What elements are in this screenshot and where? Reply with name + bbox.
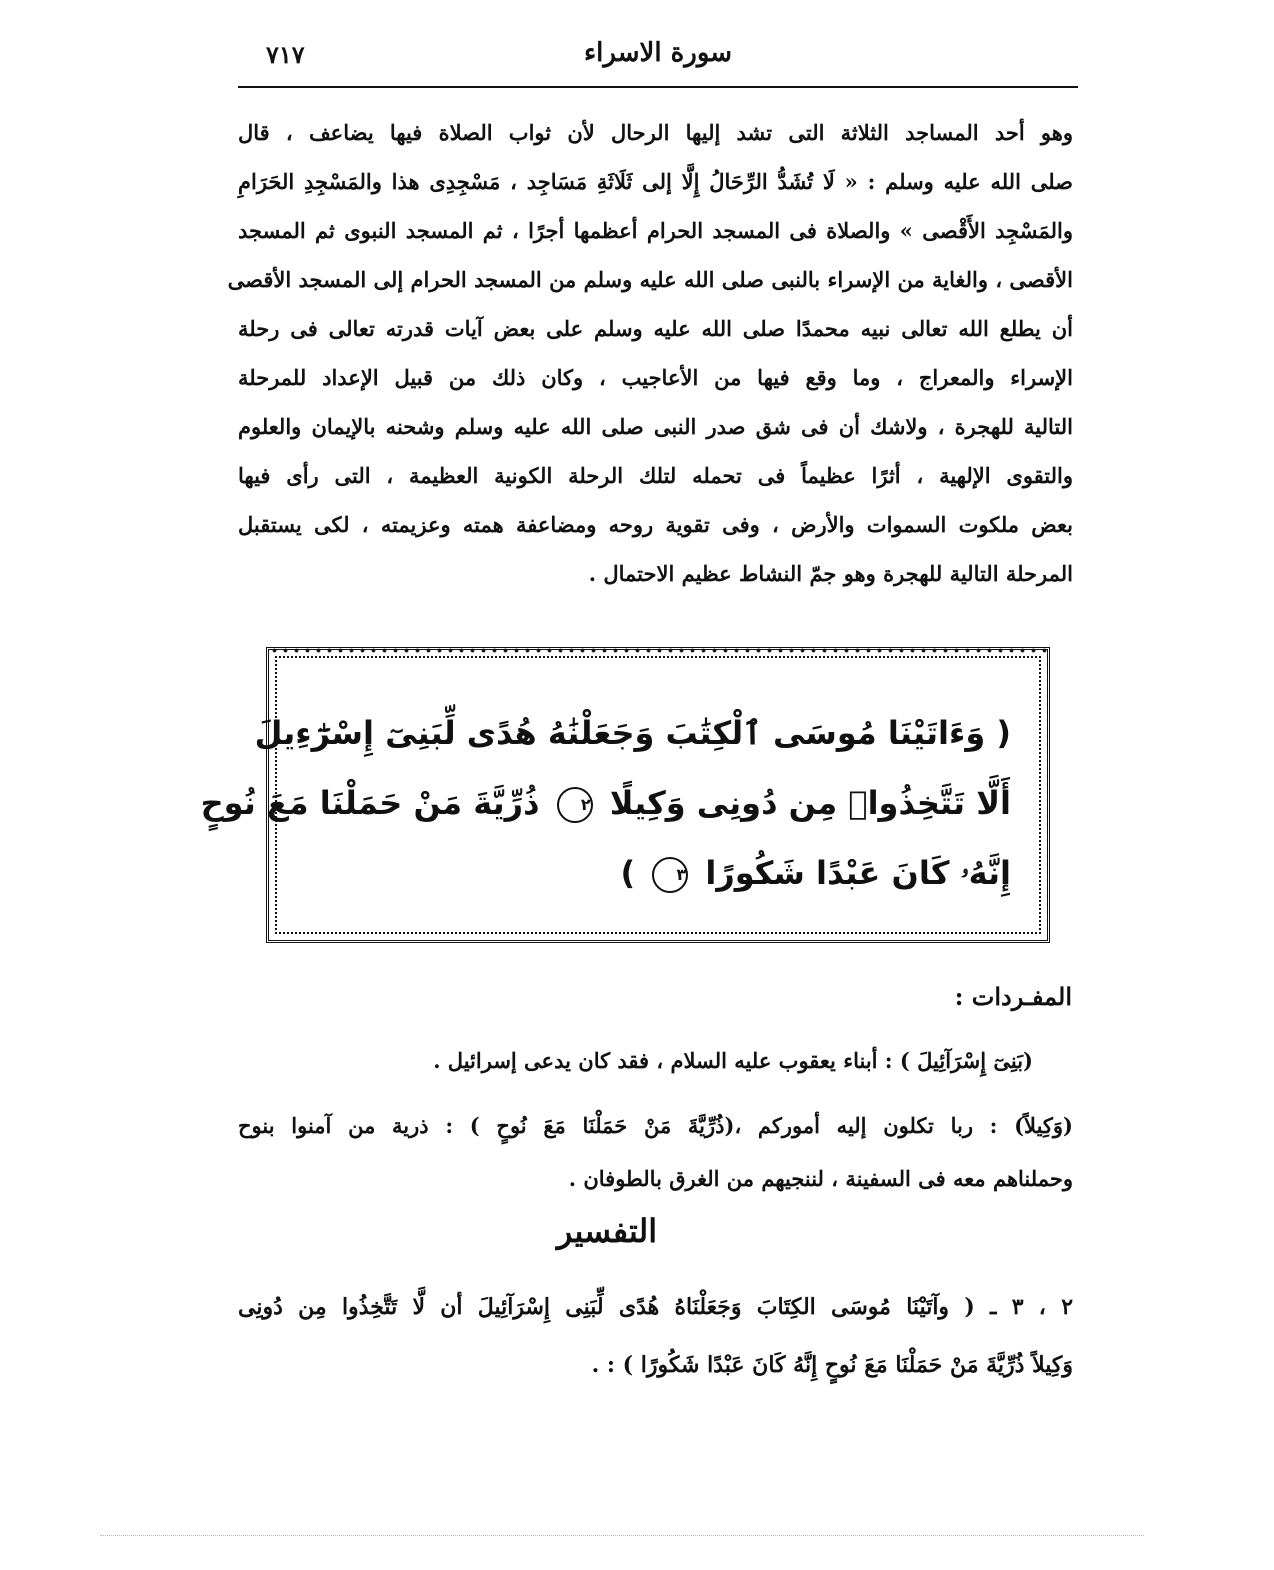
paragraph-line: المرحلة التالية للهجرة وهو جمّ النشاط عظيم الاحتمال . <box>588 561 1073 586</box>
vocabulary-heading: المفـردات : <box>954 982 1072 1011</box>
verse-line <box>200 768 1011 838</box>
tafsir-paragraph <box>238 1278 1073 1394</box>
quran-verse-frame <box>200 647 1050 943</box>
verse-line <box>254 698 1011 768</box>
tafsir-line: ٢ ، ٣ ـ ( وآتَيْنَا مُوسَى الكِتَابَ وَجَعَلْنَاهُ هُدًى لِّبَنِى إِسْرَآئِيلَ أن لَّا تَتَّخِذُوا مِن دُونِى <box>238 1294 1074 1320</box>
vocabulary-line: (بَنِىٓ إِسْرَآئِيلَ ) : أبناء يعقوب عليه السلام ، فقد كان يدعى إسرائيل . <box>433 1048 1033 1073</box>
verse-line-1: ( وَءَاتَيْنَا مُوسَى ٱلْكِتَٰبَ وَجَعَلْنَٰهُ هُدًى لِّبَنِىٓ إِسْرَٰٓءِيلَ <box>254 714 1011 752</box>
paragraph-line: الإسراء والمعراج ، وما وقع فيها من الأعاجيب ، وكان ذلك من قبيل الإعداد للمرحلة <box>238 365 1073 390</box>
vocabulary-line: وحملناهم معه فى السفينة ، لننجيهم من الغرق بالطوفان . <box>568 1166 1073 1191</box>
paragraph-line: أن يطلع الله تعالى نبيه محمدًا صلى الله عليه وسلم على بعض آيات قدرته تعالى فى رحلة <box>238 316 1073 341</box>
tafsir-heading: التفسير <box>556 1212 658 1250</box>
paragraph-line: والتقوى الإلهية ، أثرًا عظيماً فى تحمله لتلك الرحلة الكونية العظيمة ، التى رأى فيها <box>238 463 1073 488</box>
verse-line-2a: أَلَّا تَتَّخِذُوا۟ مِن دُونِى وَكِيلًا <box>609 784 1011 822</box>
vocabulary-item <box>238 1099 1073 1205</box>
ayah-number-marker: ٣ <box>652 857 688 893</box>
vocabulary-item <box>238 1034 1073 1087</box>
verse-line <box>299 838 1011 908</box>
paragraph-line: بعض ملكوت السموات والأرض ، وفى تقوية روحه ومضاعفة همته وعزيمته ، لكى يستقبل <box>238 512 1073 537</box>
tafsir-line: وَكِيلاً ذُرِّيَّةَ مَنْ حَمَلْنَا مَعَ نُوحٍ إِنَّهُ كَانَ عَبْدًا شَكُورًا ) : . <box>591 1352 1073 1378</box>
verse-line-3a: إِنَّهُۥ كَانَ عَبْدًا شَكُورًا <box>705 854 1011 892</box>
frame-border-right <box>1039 656 1041 934</box>
header-divider <box>238 86 1078 88</box>
paragraph-line: والمَسْجِد الأَقْصى » والصلاة فى المسجد الحرام أعظمها أجرًا ، ثم المسجد النبوى ثم المسجد <box>238 218 1073 243</box>
page-number: ٧١٧ <box>266 40 305 69</box>
scan-artifact <box>100 1535 1144 1536</box>
ayah-number-marker: ٢ <box>557 787 593 823</box>
paragraph-line: التالية للهجرة ، ولاشك أن فى شق صدر النبى صلى الله عليه وسلم وشحنه بالإيمان والعلوم <box>238 414 1073 439</box>
paragraph-line: الأقصى ، والغاية من الإسراء بالنبى صلى الله عليه وسلم من المسجد الحرام إلى المسجد الأقصى <box>227 267 1073 292</box>
commentary-paragraph <box>227 108 1073 598</box>
page-header <box>238 38 1078 90</box>
verse-line-3b: ) <box>620 854 636 892</box>
verse-line-2b: ذُرِّيَّةَ مَنْ حَمَلْنَا مَعَ نُوحٍ <box>200 784 540 822</box>
quran-verse-text <box>200 698 1011 908</box>
paragraph-line: صلى الله عليه وسلم : « لَا تُشَدُّ الرِّحَالُ إِلَّا إلى ثَلَاثَةِ مَسَاجِد ، مَسْجِدِى هذا والمَسْجِدِ الحَرَامِ <box>238 169 1073 194</box>
paragraph-line: وهو أحد المساجد الثلاثة التى تشد إليها الرحال لأن ثواب الصلاة فيها يضاعف ، قال <box>238 120 1073 145</box>
surah-title: سورة الاسراء <box>583 38 733 68</box>
vocabulary-line: (وَكِيلاً) : ربا تكلون إليه أموركم ،(ذُرِّيَّةَ مَنْ حَمَلْنَا مَعَ نُوحٍ ) : ذرية من آمنوا بنوح <box>238 1113 1073 1138</box>
